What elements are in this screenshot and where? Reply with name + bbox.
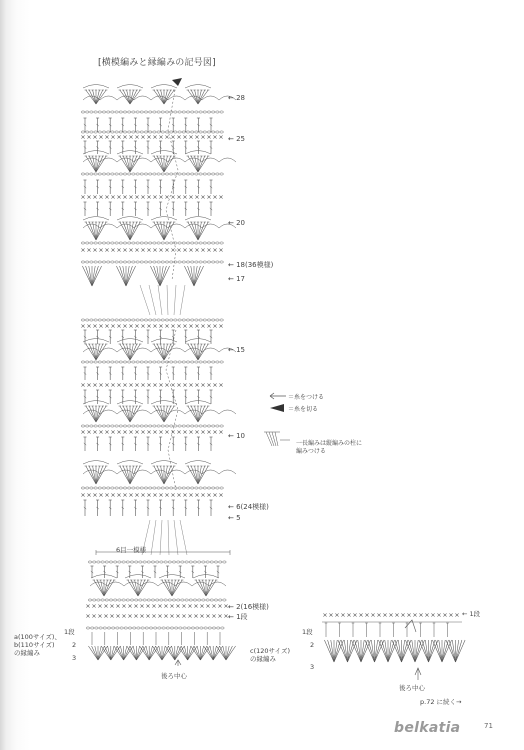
- legend-join: ＝糸をつける: [288, 394, 325, 401]
- edge-a-label-2: b(110サイズ): [14, 641, 55, 649]
- edge-a-row-1: 1段: [64, 628, 75, 636]
- edge-c-row-2: 2: [310, 641, 315, 649]
- row-label-18: ← 18(36模様): [228, 261, 274, 269]
- row-label-5: ← 5: [228, 514, 241, 522]
- page-number: 71: [484, 722, 493, 730]
- row-label-2: ← 2(16模様): [228, 603, 269, 611]
- chart-upper-block: [81, 78, 236, 315]
- row-label-1: ← 1段: [228, 613, 248, 621]
- legend-symbols: [264, 393, 290, 446]
- row-label-17: ← 17: [228, 275, 245, 283]
- edge-c-center: 後ろ中心: [399, 684, 425, 692]
- row-label-20: ← 20: [228, 219, 245, 227]
- row-label-10: ← 10: [228, 432, 245, 440]
- legend-dc-note-2: 編みつける: [296, 448, 326, 455]
- row-label-28: ← 28: [228, 94, 245, 102]
- chart-lower-block: [81, 319, 236, 555]
- continue-note: p.72 に続く→: [420, 698, 462, 706]
- edge-c-row-1-right: ← 1段: [462, 610, 481, 618]
- legend-dc-note-1: 一長編みは縦編みの柱に: [296, 440, 363, 447]
- repeat-label: 6目一模様: [116, 546, 147, 554]
- edge-c-label-2: の縁編み: [250, 655, 276, 663]
- row-label-25: ← 25: [228, 135, 245, 143]
- edge-c-label-1: c(120サイズ): [250, 647, 291, 655]
- edge-a-label-1: a(100サイズ)、: [14, 633, 61, 641]
- edge-a-label-3: の縁編み: [14, 649, 40, 657]
- edge-a-center: 後ろ中心: [161, 672, 187, 680]
- diagram-title: [横模編みと縁編みの記号図]: [98, 58, 216, 68]
- row-label-15: ← 15: [228, 346, 245, 354]
- edge-a-row-3: 3: [72, 654, 77, 662]
- edging-c-chart: [322, 613, 465, 680]
- edge-c-row-1: 1段: [302, 628, 313, 636]
- row-label-6: ← 6(24模様): [228, 503, 269, 511]
- legend-cut: ＝糸を切る: [288, 406, 319, 413]
- edge-c-row-3: 3: [310, 663, 315, 671]
- watermark-logo: belkatia: [394, 720, 461, 736]
- chart-bottom-block: [86, 550, 235, 666]
- edge-a-row-2: 2: [72, 641, 77, 649]
